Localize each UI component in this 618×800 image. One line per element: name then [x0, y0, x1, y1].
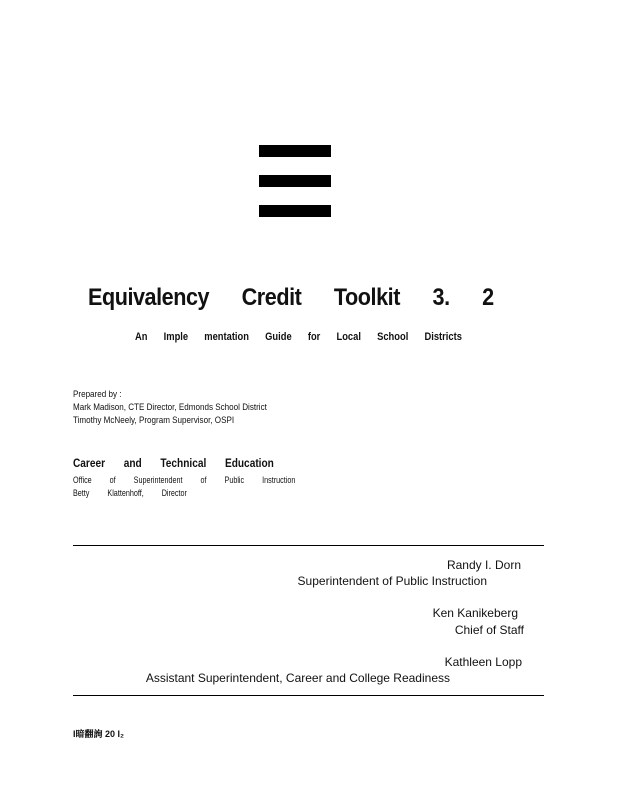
footer-code: I暗翻詢 20 I₂: [73, 729, 125, 739]
official-title: Assistant Superintendent, Career and College Readiness: [145, 671, 450, 685]
cte-details: [73, 474, 351, 500]
author-line: Timothy McNeely, Program Supervisor, OSPI: [73, 415, 235, 426]
logo-bar: [259, 175, 331, 187]
official-name: Ken Kanikeberg: [432, 606, 518, 620]
cte-director-line: Betty Klattenhoff, Director: [73, 488, 187, 498]
official-title: Superintendent of Public Instruction: [297, 574, 487, 588]
document-title: Equivalency Credit Toolkit 3. 2: [88, 284, 494, 311]
author-line: Mark Madison, CTE Director, Edmonds School District: [73, 402, 267, 413]
official-name: Kathleen Lopp: [444, 655, 522, 669]
cte-office-line: Office of Superintendent of Public Instruction: [73, 475, 296, 485]
official-title: Chief of Staff: [454, 623, 524, 637]
official-name: Randy I. Dorn: [446, 558, 521, 572]
logo-bar: [259, 145, 331, 157]
prepared-by-label: Prepared by :: [73, 389, 122, 400]
divider-bottom: [73, 695, 544, 696]
logo-bar: [259, 205, 331, 217]
divider-top: [73, 545, 544, 546]
cte-heading: Career and Technical Education: [73, 458, 274, 470]
document-subtitle: An Imple mentation Guide for Local School Districts: [135, 331, 462, 343]
prepared-by-block: [73, 388, 301, 427]
